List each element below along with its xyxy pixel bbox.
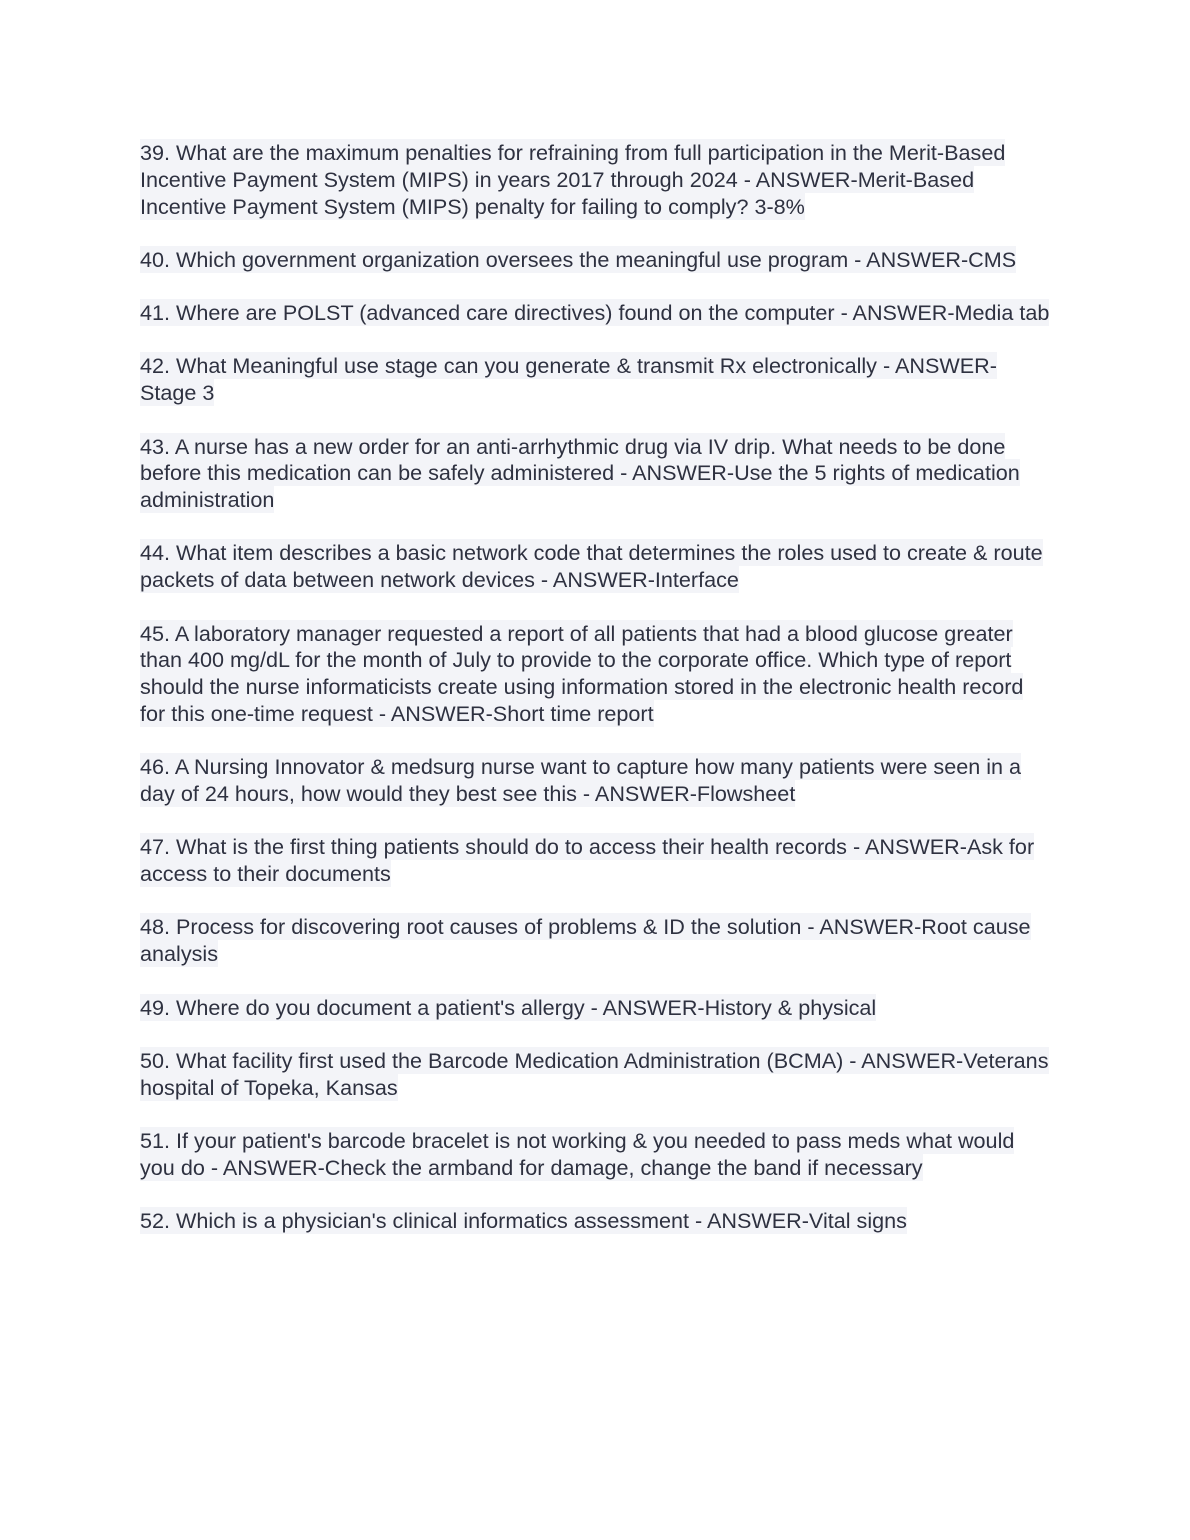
qa-text: 49. Where do you document a patient's allergy - ANSWER-History & physical [140,994,877,1020]
qa-text: 43. A nurse has a new order for an anti-arrhythmic drug via IV drip. What needs to be done before this medication can be safely administered - ANSWER-Use the 5 rights of medication administration [140,433,1020,513]
document-page [140,140,1052,1261]
qa-text: 48. Process for discovering root causes of problems & ID the solution - ANSWER-Root cause analysis [140,914,1031,967]
qa-text: 44. What item describes a basic network code that determines the roles used to create & route packets of data between network devices - ANSWER-Interface [140,540,1043,593]
qa-text: 41. Where are POLST (advanced care directives) found on the computer - ANSWER-Media tab [140,300,1050,326]
qa-item-39 [140,140,1052,220]
qa-item-42 [140,353,1052,407]
qa-text: 42. What Meaningful use stage can you generate & transmit Rx electronically - ANSWER-Stage 3 [140,353,997,406]
qa-text: 45. A laboratory manager requested a report of all patients that had a blood glucose greater than 400 mg/dL for the month of July to provide to the corporate office. Which type of report should the nurse informaticists create using information stored in the electronic health record for this one-time request - ANSWER-Short time report [140,620,1024,726]
qa-item-48 [140,914,1052,968]
qa-item-50 [140,1048,1052,1102]
qa-item-45 [140,621,1052,728]
qa-item-46 [140,754,1052,808]
qa-text: 40. Which government organization oversees the meaningful use program - ANSWER-CMS [140,246,1017,272]
qa-item-44 [140,540,1052,594]
qa-item-43 [140,434,1052,514]
qa-item-49 [140,995,1052,1022]
qa-text: 47. What is the first thing patients should do to access their health records - ANSWER-Ask for access to their documents [140,834,1035,887]
qa-text: 39. What are the maximum penalties for refraining from full participation in the Merit-Based Incentive Payment System (MIPS) in years 2017 through 2024 - ANSWER-Merit-Based Incentive Payment System (MIPS) penalty for failing to comply? 3-8% [140,140,1006,219]
qa-text: 46. A Nursing Innovator & medsurg nurse want to capture how many patients were seen in a day of 24 hours, how would they best see this - ANSWER-Flowsheet [140,754,1022,807]
qa-text: 52. Which is a physician's clinical informatics assessment - ANSWER-Vital signs [140,1208,907,1234]
qa-text: 50. What facility first used the Barcode Medication Administration (BCMA) - ANSWER-Veterans hospital of Topeka, Kansas [140,1047,1049,1100]
qa-text: 51. If your patient's barcode bracelet is not working & you needed to pass meds what would you do - ANSWER-Check the armband for damage, change the band if necessary [140,1127,1015,1180]
qa-item-47 [140,834,1052,888]
qa-item-51 [140,1128,1052,1182]
qa-item-52 [140,1208,1052,1235]
qa-item-41 [140,300,1052,327]
qa-item-40 [140,247,1052,274]
